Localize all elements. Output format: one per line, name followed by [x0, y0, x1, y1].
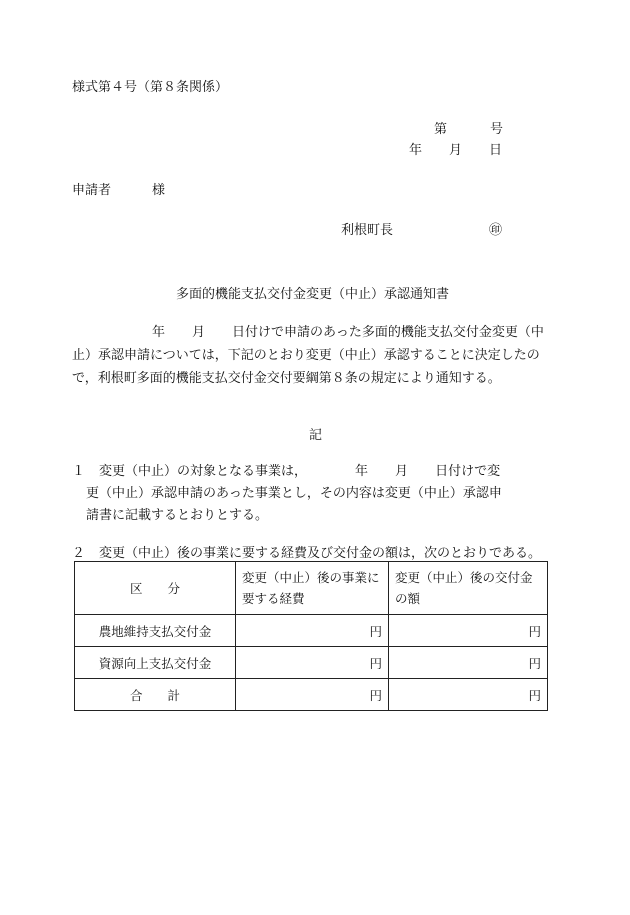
- document-title: 多面的機能支払交付金変更（中止）承認通知書: [176, 287, 450, 302]
- ref-dai: 第: [434, 122, 448, 137]
- item-1: １ 変更（中止）の対象となる事業は， 年 月 日付けで変 更（中止）承認申請のあった事業とし，その内容は変更（中止）承認申 請書に記載するとおりとする。: [72, 464, 502, 523]
- item-2: ２ 変更（中止）後の事業に要する経費及び交付金の額は，次のとおりである。: [72, 546, 542, 561]
- ref-go: 号: [490, 122, 504, 137]
- issuer-name: 利根町長: [341, 223, 394, 238]
- header-grant: 変更（中止）後の交付金の額: [389, 562, 548, 615]
- grant-cell: 円: [389, 615, 548, 647]
- row-label: 合 計: [75, 679, 236, 711]
- applicant-suffix: 様: [152, 183, 166, 198]
- row-label: 資源向上支払交付金: [75, 647, 236, 679]
- date-month: 月: [449, 143, 463, 158]
- date-day: 日: [489, 143, 503, 158]
- seal-mark: ㊞: [489, 223, 503, 238]
- table-row: [75, 679, 548, 711]
- grant-cell: 円: [389, 679, 548, 711]
- header-category: 区 分: [75, 562, 236, 615]
- table-row: [75, 647, 548, 679]
- grant-cell: 円: [389, 647, 548, 679]
- form-label: 様式第４号（第８条関係）: [72, 80, 229, 95]
- applicant-label: 申請者: [72, 183, 112, 198]
- amount-table: [74, 561, 548, 711]
- header-cost: 変更（中止）後の事業に要する経費: [236, 562, 389, 615]
- table-header-row: [75, 562, 548, 615]
- row-label: 農地維持支払交付金: [75, 615, 236, 647]
- cost-cell: 円: [236, 647, 389, 679]
- cost-cell: 円: [236, 615, 389, 647]
- date-year: 年: [409, 143, 423, 158]
- table-row: [75, 615, 548, 647]
- body-paragraph: 年 月 日付けで申請のあった多面的機能支払交付金変更（中 止）承認申請については，下記のとおり変更（中止）承認することに決定したの で，利根町多面的機能支払交付金交付要綱第８条の規定により通知する。: [72, 325, 544, 386]
- cost-cell: 円: [236, 679, 389, 711]
- ki-heading: 記: [309, 428, 323, 443]
